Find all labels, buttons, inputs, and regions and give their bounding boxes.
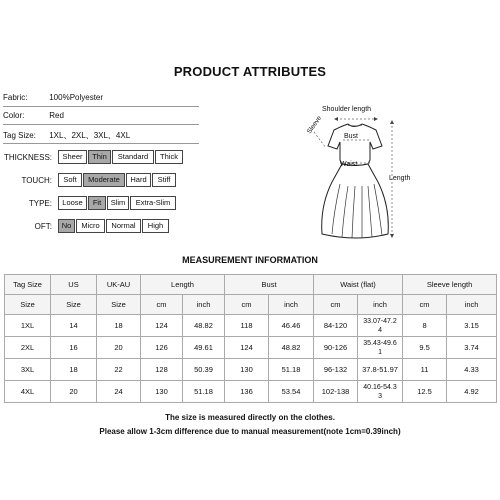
subheader-cell: cm [403,295,447,315]
table-cell: 4.33 [447,359,497,381]
fabric-value: 100%Polyester [49,93,104,102]
measurement-note: Please allow 1-3cm difference due to manual measurement(note 1cm=0.39inch) [99,427,401,436]
table-subheader-row [5,295,497,315]
color-value: Red [49,111,64,120]
table-cell: 46.46 [269,315,314,337]
table-cell: 24 [97,381,141,403]
table-cell: 18 [51,359,97,381]
table-cell: 49.61 [183,337,225,359]
oft-option: Micro [76,219,105,233]
table-cell: 4XL [5,381,51,403]
subheader-cell: inch [358,295,403,315]
oft-option: No [58,219,75,233]
table-cell: 35.43-49.6 1 [358,337,403,359]
thickness-option: Thin [88,150,111,164]
table-cell: 18 [97,315,141,337]
header-cell: US [51,275,97,295]
measurement-title: MEASUREMENT INFORMATION [182,255,318,265]
touch-option: Moderate [83,173,125,187]
table-cell: 124 [225,337,269,359]
fabric-label: Fabric: [3,93,28,102]
table-cell: 50.39 [183,359,225,381]
dress-measurement-diagram [296,96,416,246]
table-cell: 22 [97,359,141,381]
table-cell: 51.18 [183,381,225,403]
type-option: Extra-Slim [130,196,176,210]
table-row [5,315,497,337]
tag-size-label: Tag Size: [3,131,36,140]
thickness-label: THICKNESS: [4,153,53,162]
measurement-note: The size is measured directly on the clothes. [165,413,335,422]
table-cell: 14 [51,315,97,337]
table-cell: 37.8-51.97 [358,359,403,381]
table-cell: 8 [403,315,447,337]
page-title: PRODUCT ATTRIBUTES [173,64,327,79]
fabric-row [3,93,199,102]
table-cell: 126 [141,337,183,359]
table-cell: 2XL [5,337,51,359]
sleeve-label: Sleeve [305,114,324,136]
length-label: Length [389,175,411,182]
table-cell: 16 [51,337,97,359]
table-cell: 40.16-54.3 3 [358,381,403,403]
table-cell: 20 [97,337,141,359]
table-cell: 96-132 [314,359,358,381]
header-cell: Bust [225,275,314,295]
table-cell: 3XL [5,359,51,381]
header-cell: Length [141,275,225,295]
type-option: Fit [88,196,106,210]
dress-outline-icon [322,124,389,238]
table-cell: 9.5 [403,337,447,359]
tag-size-value: 1XL、2XL、3XL、4XL [49,131,131,140]
table-cell: 136 [225,381,269,403]
header-cell: UK-AU [97,275,141,295]
type-option: Slim [107,196,129,210]
table-cell: 53.54 [269,381,314,403]
subheader-cell: cm [314,295,358,315]
table-cell: 124 [141,315,183,337]
table-cell: 48.82 [183,315,225,337]
oft-option: Normal [106,219,141,233]
oft-option: High [142,219,169,233]
table-cell: 4.92 [447,381,497,403]
size-table [4,274,497,403]
touch-option: Soft [58,173,82,187]
divider [3,143,199,144]
table-cell: 118 [225,315,269,337]
table-row [5,359,497,381]
touch-option: Hard [126,173,151,187]
table-cell: 3.15 [447,315,497,337]
touch-label: TOUCH: [21,176,52,185]
table-cell: 11 [403,359,447,381]
tag-size-row [3,130,199,141]
table-cell: 3.74 [447,337,497,359]
table-cell: 102-138 [314,381,358,403]
subheader-cell: cm [141,295,183,315]
color-row [3,111,199,120]
subheader-cell: Size [5,295,51,315]
subheader-cell: inch [183,295,225,315]
touch-option: Stiff [152,173,176,187]
divider [3,106,199,107]
type-option: Loose [58,196,87,210]
table-cell: 84-120 [314,315,358,337]
thickness-option: Sheer [58,150,87,164]
table-cell: 20 [51,381,97,403]
subheader-cell: Size [97,295,141,315]
shoulder-length-label: Shoulder length [322,106,372,113]
table-cell: 130 [225,359,269,381]
waist-label: Waist [340,161,358,168]
table-cell: 1XL [5,315,51,337]
type-label: TYPE: [28,199,52,208]
table-row [5,381,497,403]
header-cell: Waist (flat) [314,275,403,295]
thickness-option: Standard [112,150,154,164]
bust-label: Bust [344,133,359,140]
table-cell: 130 [141,381,183,403]
thickness-option: Thick [155,150,183,164]
subheader-cell: inch [447,295,497,315]
table-row [5,337,497,359]
color-label: Color: [3,111,25,120]
table-header-row [5,275,497,295]
subheader-cell: inch [269,295,314,315]
header-cell: Sleeve length [403,275,497,295]
header-cell: Tag Size [5,275,51,295]
subheader-cell: Size [51,295,97,315]
oft-label: OFT: [34,222,52,231]
divider [3,124,199,125]
table-cell: 128 [141,359,183,381]
table-cell: 12.5 [403,381,447,403]
subheader-cell: cm [225,295,269,315]
table-cell: 33.07-47.2 4 [358,315,403,337]
table-cell: 51.18 [269,359,314,381]
table-cell: 90-126 [314,337,358,359]
table-cell: 48.82 [269,337,314,359]
